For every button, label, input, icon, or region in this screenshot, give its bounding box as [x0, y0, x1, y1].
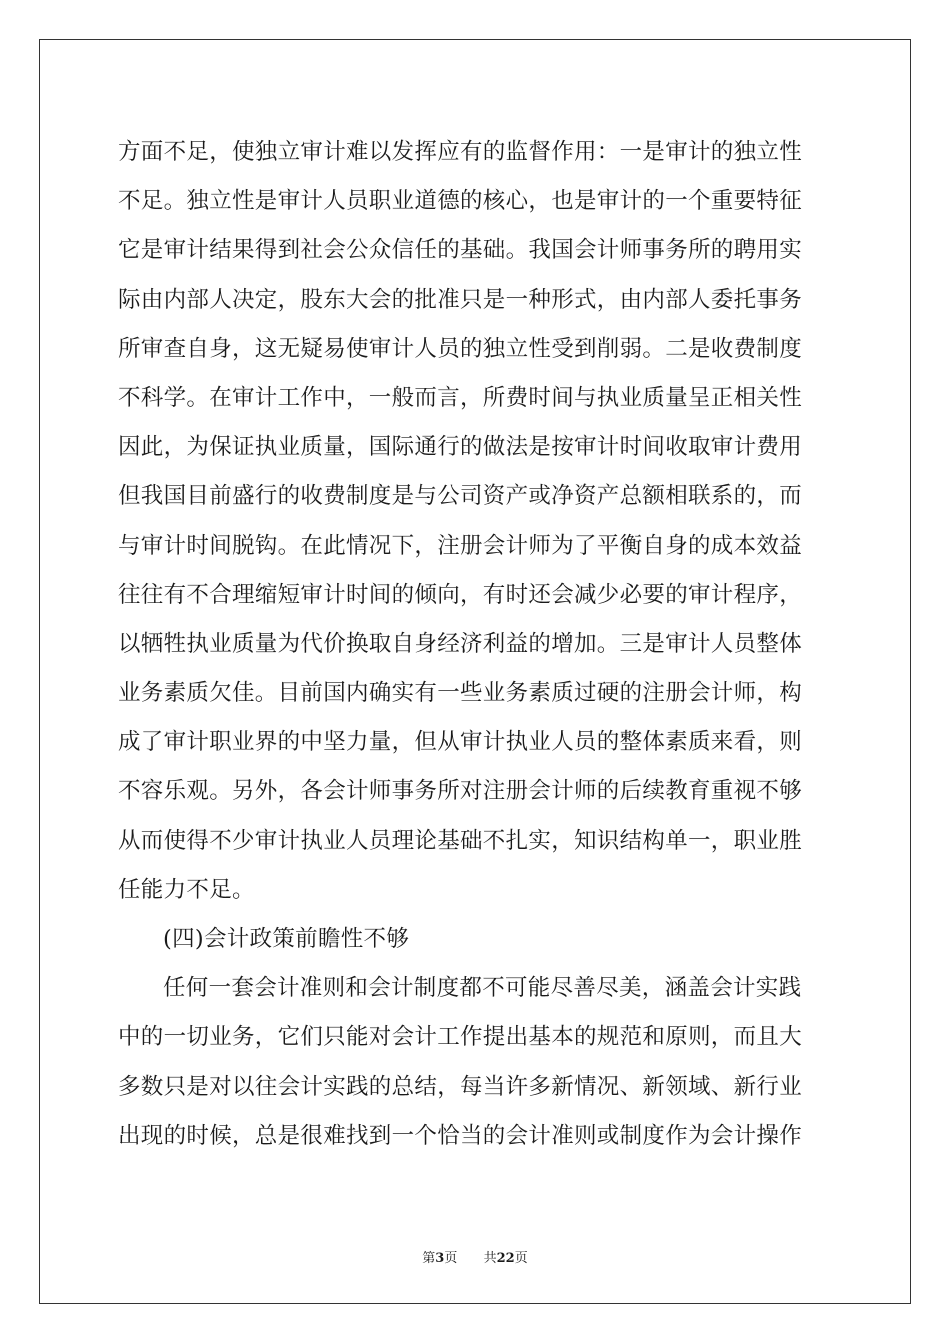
body-line: 不科学。在审计工作中，一般而言，所费时间与执业质量呈正相关性	[118, 384, 803, 411]
body-line: 成了审计职业界的中坚力量，但从审计执业人员的整体素质来看，则	[118, 729, 803, 756]
body-line: 方面不足，使独立审计难以发挥应有的监督作用：一是审计的独立性	[118, 139, 803, 165]
body-line: 任何一套会计准则和会计制度都不可能尽善尽美，涵盖会计实践	[163, 975, 802, 1002]
body-line: 任能力不足。	[118, 876, 255, 903]
total-unit: 页	[514, 1251, 528, 1266]
document-body	[118, 128, 838, 1161]
page-prefix: 第	[422, 1251, 436, 1266]
body-line: 与审计时间脱钩。在此情况下，注册会计师为了平衡自身的成本效益	[118, 532, 803, 559]
section-heading: (四)会计政策前瞻性不够	[163, 926, 410, 952]
body-line: 因此，为保证执业质量，国际通行的做法是按审计时间收取审计费用	[118, 434, 803, 461]
body-line: 以牺牲执业质量为代价换取自身经济利益的增加。三是审计人员整体	[118, 630, 803, 657]
body-line: 所审查自身，这无疑易使审计人员的独立性受到削弱。二是收费制度	[118, 335, 803, 362]
body-line: 际由内部人决定，股东大会的批准只是一种形式，由内部人委托事务	[118, 286, 803, 313]
total-page-count: 22	[496, 1251, 515, 1266]
body-line: 业务素质欠佳。目前国内确实有一些业务素质过硬的注册会计师，构	[118, 680, 803, 707]
body-line: 往往有不合理缩短审计时间的倾向，有时还会减少必要的审计程序，	[118, 581, 803, 608]
page-unit: 页	[444, 1251, 458, 1266]
body-line: 多数只是对以往会计实践的总结，每当许多新情况、新领域、新行业	[118, 1073, 803, 1100]
body-line: 中的一切业务，它们只能对会计工作提出基本的规范和原则，而且大	[118, 1024, 803, 1051]
body-line: 它是审计结果得到社会公众信任的基础。我国会计师事务所的聘用实	[118, 237, 803, 264]
body-line: 不足。独立性是审计人员职业道德的核心，也是审计的一个重要特征	[118, 188, 803, 215]
body-line: 但我国目前盛行的收费制度是与公司资产或净资产总额相联系的，而	[118, 483, 803, 510]
total-prefix: 共	[483, 1251, 497, 1266]
body-line: 不容乐观。另外，各会计师事务所对注册会计师的后续教育重视不够	[118, 778, 803, 805]
body-line: 出现的时候，总是很难找到一个恰当的会计准则或制度作为会计操作	[118, 1122, 803, 1149]
current-page-number: 3	[435, 1251, 445, 1266]
page-footer	[0, 1247, 950, 1266]
body-line: 从而使得不少审计执业人员理论基础不扎实，知识结构单一，职业胜	[118, 827, 803, 854]
